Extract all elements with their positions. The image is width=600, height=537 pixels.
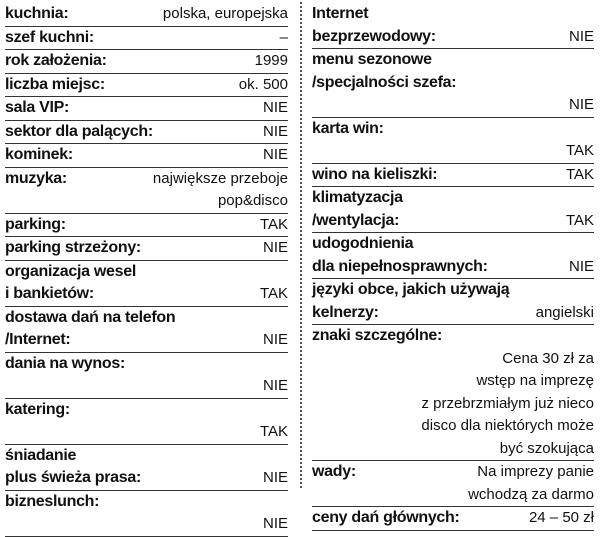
field-value: TAK <box>565 165 594 183</box>
field-value: pop&disco <box>217 192 288 209</box>
field-label: ceny dań głównych: <box>312 509 460 526</box>
field-value: disco dla niektórych może <box>421 417 594 434</box>
row-line <box>312 393 594 416</box>
row-line <box>312 140 594 163</box>
row-line <box>312 210 594 233</box>
field-value: 24 – 50 zł <box>528 509 594 526</box>
field-label: bezprzewodowy: <box>312 27 436 45</box>
left-info-row <box>5 261 288 307</box>
field-value: angielski <box>535 303 594 321</box>
field-value: TAK <box>565 211 594 229</box>
field-label: parking: <box>5 215 66 233</box>
field-label: szef kuchni: <box>5 28 94 46</box>
field-value: być szokująca <box>499 439 594 457</box>
row-line <box>312 461 594 484</box>
row-line <box>312 370 594 393</box>
row-line <box>5 144 288 167</box>
row-line <box>5 283 288 306</box>
field-value: NIE <box>262 469 288 486</box>
right-info-row <box>312 3 594 49</box>
field-label: bizneslunch: <box>5 492 100 510</box>
field-value: polska, europejska <box>162 5 288 22</box>
field-label: organizacja wesel <box>5 262 136 280</box>
field-label: liczba miejsc: <box>5 75 105 93</box>
row-line <box>5 121 288 144</box>
row-line <box>5 399 288 422</box>
field-value: z przebrzmiałym już nieco <box>421 394 594 412</box>
row-line <box>312 26 594 49</box>
right-info-row <box>312 49 594 118</box>
row-line <box>312 325 594 348</box>
left-info-row <box>5 3 288 27</box>
right-info-row <box>312 164 594 188</box>
row-line <box>5 329 288 352</box>
field-label: /specjalności szefa: <box>312 73 457 91</box>
field-value: ok. 500 <box>238 75 288 93</box>
field-value: NIE <box>568 96 594 113</box>
field-label: kelnerzy: <box>312 303 379 321</box>
field-label: wino na kieliszki: <box>312 165 438 183</box>
field-label: udogodnienia <box>312 235 414 252</box>
left-info-row <box>5 353 288 399</box>
row-line <box>5 375 288 398</box>
field-label: muzyka: <box>5 169 67 187</box>
left-info-row <box>5 121 288 145</box>
field-value: NIE <box>262 377 288 394</box>
row-line <box>5 467 288 490</box>
field-label: znaki szczególne: <box>312 327 443 344</box>
field-value: NIE <box>262 331 288 348</box>
left-info-row <box>5 144 288 168</box>
field-value: NIE <box>568 257 594 275</box>
field-value: 1999 <box>254 52 288 69</box>
field-value: NIE <box>262 122 288 140</box>
field-label: /wentylacja: <box>312 211 400 229</box>
row-line <box>5 353 288 376</box>
field-label: katering: <box>5 400 70 418</box>
field-label: karta win: <box>312 119 384 137</box>
field-value: TAK <box>565 142 594 159</box>
left-info-row <box>5 491 288 537</box>
field-label: rok założenia: <box>5 52 107 69</box>
field-label: śniadanie <box>5 446 77 464</box>
field-label: /Internet: <box>5 331 71 348</box>
field-value: NIE <box>262 146 288 163</box>
left-info-row <box>5 237 288 261</box>
row-line <box>312 348 594 371</box>
field-label: sala VIP: <box>5 99 70 116</box>
row-line <box>5 190 288 213</box>
left-info-row <box>5 97 288 121</box>
left-info-row <box>5 445 288 491</box>
row-line <box>312 507 594 530</box>
right-info-row <box>312 118 594 164</box>
field-value: Cena 30 zł za <box>502 349 594 367</box>
row-line <box>312 72 594 95</box>
field-value: NIE <box>262 239 288 256</box>
field-label: dania na wynos: <box>5 354 125 372</box>
right-info-row <box>312 279 594 325</box>
row-line <box>312 3 594 26</box>
left-info-row <box>5 74 288 98</box>
right-column <box>312 3 594 531</box>
row-line <box>5 3 288 26</box>
field-label: języki obce, jakich używają <box>312 281 510 298</box>
field-label: i bankietów: <box>5 285 94 302</box>
row-line <box>5 491 288 514</box>
field-label: menu sezonowe <box>312 51 432 68</box>
right-info-row <box>312 507 594 531</box>
row-line <box>5 421 288 444</box>
right-info-row <box>312 461 594 507</box>
field-value: największe przeboje <box>152 169 288 187</box>
field-value: NIE <box>568 27 594 45</box>
field-label: kuchnia: <box>5 5 69 22</box>
left-info-row <box>5 50 288 74</box>
left-info-row <box>5 307 288 353</box>
field-value: – <box>279 28 288 46</box>
row-line <box>312 302 594 325</box>
field-label: sektor dla palących: <box>5 122 153 140</box>
row-line <box>312 164 594 187</box>
left-column <box>5 3 288 537</box>
row-line <box>5 261 288 284</box>
left-info-row <box>5 399 288 445</box>
row-line <box>5 50 288 73</box>
field-label: dostawa dań na telefon <box>5 308 176 326</box>
row-line <box>312 256 594 279</box>
left-info-row <box>5 168 288 214</box>
row-line <box>5 168 288 191</box>
row-line <box>312 187 594 210</box>
field-value: wchodzą za darmo <box>468 485 594 503</box>
field-value: TAK <box>259 215 288 233</box>
left-info-row <box>5 214 288 238</box>
row-line <box>5 307 288 330</box>
row-line <box>5 214 288 237</box>
column-divider <box>300 2 302 488</box>
field-value: NIE <box>262 99 288 116</box>
row-line <box>312 49 594 72</box>
row-line <box>312 279 594 302</box>
field-label: dla niepełnosprawnych: <box>312 257 488 275</box>
right-info-row <box>312 187 594 233</box>
left-info-row <box>5 27 288 51</box>
field-label: parking strzeżony: <box>5 239 141 256</box>
row-line <box>312 438 594 461</box>
field-label: kominek: <box>5 146 73 163</box>
row-line <box>5 513 288 536</box>
field-label: wady: <box>312 463 356 480</box>
row-line <box>5 237 288 260</box>
right-info-row <box>312 325 594 461</box>
field-value: NIE <box>262 515 288 532</box>
field-label: Internet <box>312 5 369 22</box>
row-line <box>312 233 594 256</box>
right-info-row <box>312 233 594 279</box>
row-line <box>312 415 594 438</box>
row-line <box>5 27 288 50</box>
field-value: TAK <box>259 423 288 440</box>
row-line <box>5 97 288 120</box>
row-line <box>312 94 594 117</box>
row-line <box>312 118 594 141</box>
field-value: Na imprezy panie <box>477 463 594 480</box>
field-label: plus świeża prasa: <box>5 469 141 486</box>
field-label: klimatyzacja <box>312 189 403 206</box>
field-value: TAK <box>259 285 288 302</box>
row-line <box>312 484 594 507</box>
row-line <box>5 445 288 468</box>
field-value: wstęp na imprezę <box>476 372 594 389</box>
row-line <box>5 74 288 97</box>
